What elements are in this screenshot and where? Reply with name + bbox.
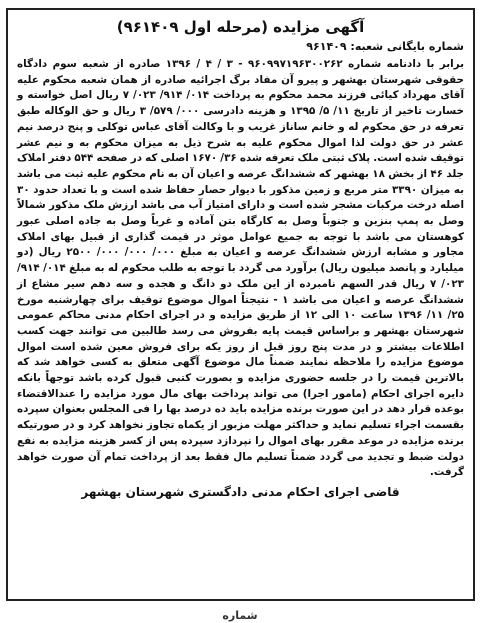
auction-notice [6, 8, 475, 601]
archive-number: شماره بایگانی شعبه: ۹۶۱۴۰۹ [306, 40, 464, 53]
notice-title: آگهی مزایده (مرحله اول ۹۶۱۴۰۹) [116, 18, 365, 36]
notice-body: برابر با دادنامه شماره ۹۶۰۹۹۷۱۹۶۳۰۰۲۶۲ - ۳ / ۴ / ۱۳۹۶ صادره از شعبه سوم دادگاه حقوقی شهرستان بهشهر و پیرو آن مفاد برگ اجرائیه صادره از همان شعبه محکوم علیه آقای مهرداد کیائی فرزند محمد محکوم به پرداخت ۰۱۴/ ۹۱۴/ ۰۲۳/ ۷ ریال اصل خواسته و خسارت تاخیر از تاریخ ۱۱/ ۵/ ۱۳۹۵ و هزینه دادرسی ۰۰۰/ ۵۷۹/ ۳ ریال و حق الوکاله طبق تعرفه در حق محکوم له و خانم ساناز غریب و با وکالت آقای عباس توکلی و پنج درصد نیم عشر در حق دولت لذا اموال محکوم علیه به شرح ذیل به میزان محکوم به و نیم عشر توقیف شده است. پلاک ثبتی ملک تعرفه شده ۳۶/ ۱۶۷۰ اصلی که در صفحه ۵۴۴ دفتر املاک جلد ۴۶ از بخش ۱۸ بهشهر که ششدانگ عرصه و اعیان آن به نام محکوم علیه ثبت می باشد به میزان ۳۳۹۰ متر مربع و زمین مذکور با دیوار حصار حفاظ شده است و با تعداد حدود ۳۰ اصله درخت مرکبات مشجر شده است و دارای امتیاز آب می باشد ارزش ملک مذکور شمالاً وصل به پمپ بنزین و جنوباً وصل به کارگاه بتن آماده و غرباً وصل به جاده اصلی عبور کوهستان می باشد با توجه به جمیع عوامل موثر در قیمت گذاری از قبیل بهای املاک مجاور و مشابه ارزش ششدانگ عرصه و اعیان به مبلغ ۰۰۰/ ۰۰۰/ ۰۰۰/ ۲۵۰۰ ریال (دو میلیارد و پانصد میلیون ریال) برآورد می گردد با توجه به طلب محکوم له به مبلغ ۰۱۴/ ۹۱۴/ ۰۲۳/ ۷ ریال قدر السهم نامبرده از این ملک دو دانگ و هجده و سه دهم سیر مشاع از ششدانگ عرصه و اعیان می باشد ۱ - نتیجتاً اموال موضوع توقیف برای چهارشنبه مورخ ۲۵/ ۱۱/ ۱۳۹۶ ساعت ۱۰ الی ۱۲ از طریق مزایده و در اجرای احکام مدنی محاکم عمومی شهرستان بهشهر و براساس قیمت پایه بفروش می رسد طالبین می توانند جهت کسب اطلاعات بیشتر و در مدت پنج روز قبل از روز یکه برای فروش معین شده است اموال موضوع مزایده را ملاحظه نمایند ضمناً مال موضوع آگهی متعلق به کسی خواهد شد که بالاترین قیمت را در جلسه حضوری مزایده و بصورت کتبی قبول کرده باشد توجهاً بانکه دایره اجرای احکام (مامور اجرا) می تواند پرداخت بهای مال مورد مزایده را عندالاقتضاء بوعده قرار دهد در این صورت برنده مزایده باید ده درصد بها را فی المجلس بعنوان سپرده بقسمت اجراء تسلیم نماید و حداکثر مهلت مزبور از یکماه تجاوز نخواهد کرد و در صورتیکه برنده مزایده در موعد مقرر بهای اموال را نپردازد سپرده پس از کسر هزینه مزایده به نفع دولت ضبط و تجدید می گردد ضمناً تسلیم مال فقط بعد از پرداخت تمام آن صورت خواهد گرفت. [17, 58, 464, 479]
judge-signature: قاضی اجرای احکام مدنی دادگستری شهرستان بهشهر [81, 484, 400, 499]
cut-off-line: شماره [222, 609, 258, 622]
